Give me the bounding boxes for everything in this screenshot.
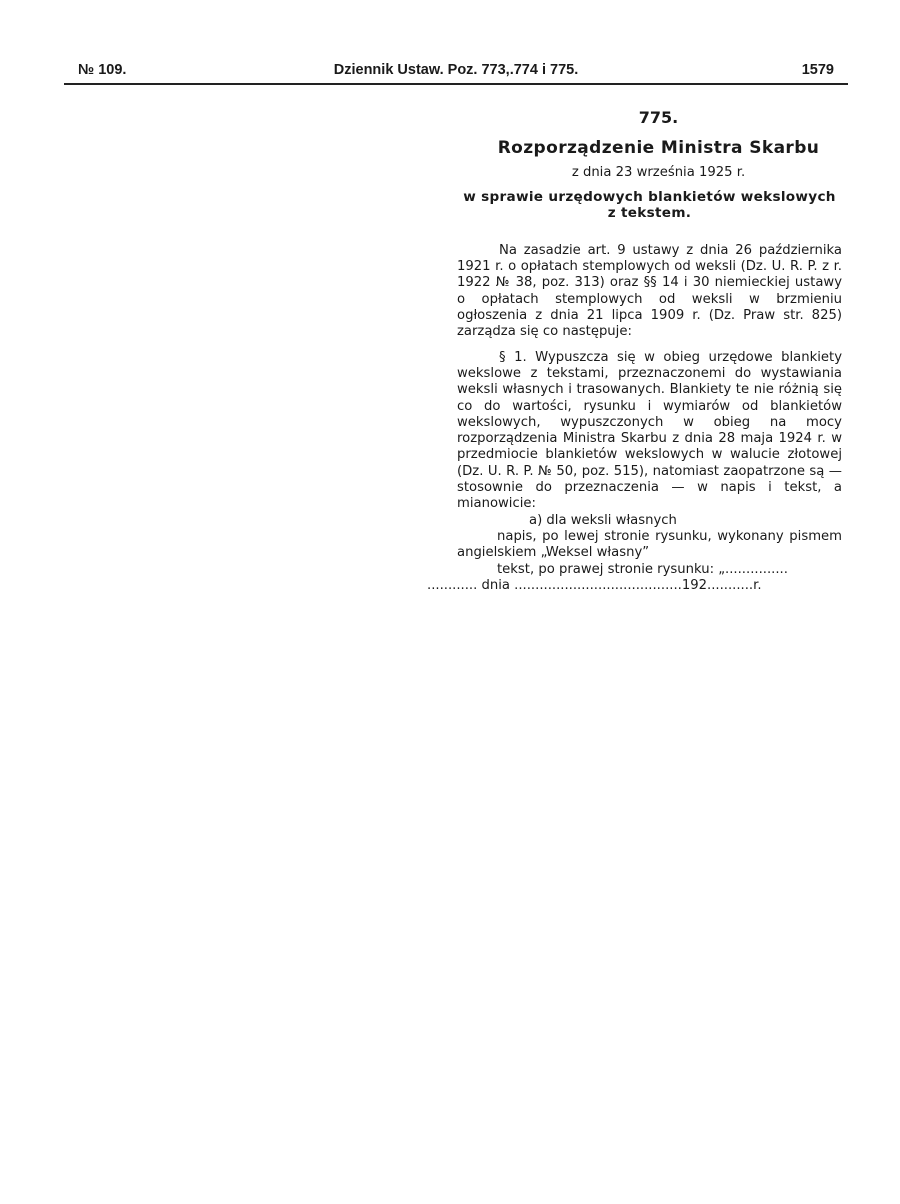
item-a: a) dla weksli własnych [529, 512, 677, 528]
document-column [427, 108, 842, 594]
position-number: 775. [638, 108, 679, 127]
preamble-paragraph: Na zasadzie art. 9 ustawy z dnia 26 października 1921 r. o opłatach stemplowych od weksli (Dz. U. R. P. z r. 1922 № 38, poz. 313) oraz §§ 14 i 30 niemieckiej ustawy o opłatach stemplowych od weksli w brzmieniu ogłoszenia z dnia 21 lipca 1909 r. (Dz. Praw str. 825) zarządza się co następuje: [457, 242, 842, 340]
journal-title: Dziennik Ustaw. Poz. 773,.774 i 775. [333, 62, 579, 78]
page-number: 1579 [801, 62, 834, 78]
tekst-line: tekst, po prawej stronie rysunku: „............... [497, 561, 788, 577]
document-date: z dnia 23 września 1925 r. [571, 164, 746, 180]
document-subject: w sprawie urzędowych blankietów wekslowych z tekstem. [463, 188, 836, 221]
document-title: Rozporządzenie Ministra Skarbu [497, 138, 820, 159]
date-fill-line: ............ dnia ........................................192...........r. [427, 577, 762, 593]
header-rule [64, 83, 848, 85]
page-header [64, 62, 848, 82]
issue-number: № 109. [78, 62, 127, 78]
napis-paragraph: napis, po lewej stronie rysunku, wykonany pismem angielskiem „Weksel własny” [457, 528, 842, 561]
section-1-paragraph: § 1. Wypuszcza się w obieg urzędowe blankiety wekslowe z tekstami, przeznaczonemi do wystawiania weksli własnych i trasowanych. Blankiety te nie różnią się co do wartości, rysunku i wymiarów od blankietów wekslowych, wypuszczonych w obieg na mocy rozporządzenia Ministra Skarbu z dnia 28 maja 1924 r. w przedmiocie blankietów wekslowych w walucie złotowej (Dz. U. R. P. № 50, poz. 515), natomiast zaopatrzone są — stosownie do przeznaczenia — w napis i tekst, a mianowicie: [457, 349, 842, 512]
